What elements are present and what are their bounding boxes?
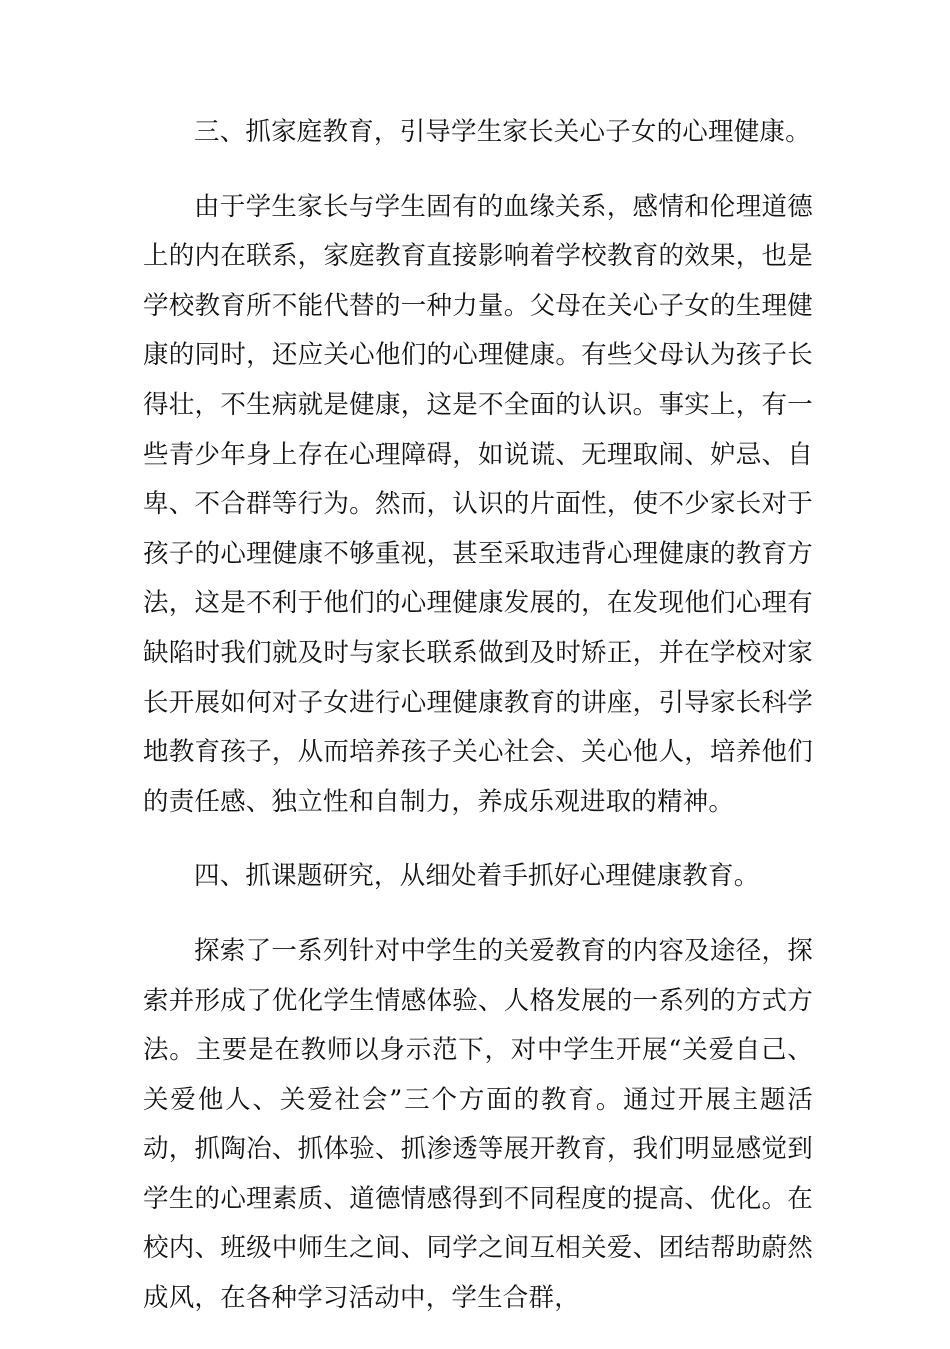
section-body-4: 探索了一系列针对中学生的关爱教育的内容及途径，探索并形成了优化学生情感体验、人格发展的一系列的方式方法。主要是在教师以身示范下，对中学生开展“关爱自己、关爱他人、关爱社会”三个方面的教育。通过开展主题活动，抓陶冶、抓体验、抓渗透等展开教育，我们明显感觉到学生的心理素质、道德情感得到不同程度的提高、优化。在校内、班级中师生之间、同学之间互相关爱、团结帮助蔚然成风，在各种学习活动中，学生合群， bbox=[143, 935, 813, 1314]
document-page bbox=[143, 108, 813, 1349]
section-body-3: 由于学生家长与学生固有的血缘关系，感情和伦理道德上的内在联系，家庭教育直接影响着学校教育的效果，也是学校教育所不能代替的一种力量。父母在关心子女的生理健康的同时，还应关心他们的心理健康。有些父母认为孩子长得壮，不生病就是健康，这是不全面的认识。事实上，有一些青少年身上存在心理障碍，如说谎、无理取闹、妒忌、自卑、不合群等行为。然而，认识的片面性，使不少家长对于孩子的心理健康不够重视，甚至采取违背心理健康的教育方法，这是不利于他们的心理健康发展的，在发现他们心理有缺陷时我们就及时与家长联系做到及时矫正，并在学校对家长开展如何对子女进行心理健康教育的讲座，引导家长科学地教育孩子，从而培养孩子关心社会、关心他人，培养他们的责任感、独立性和自制力，养成乐观进取的精神。 bbox=[143, 191, 813, 817]
section-heading-3: 三、抓家庭教育，引导学生家长关心子女的心理健康。 bbox=[194, 117, 811, 147]
section-heading-4: 四、抓课题研究，从细处着手抓好心理健康教育。 bbox=[194, 861, 760, 892]
